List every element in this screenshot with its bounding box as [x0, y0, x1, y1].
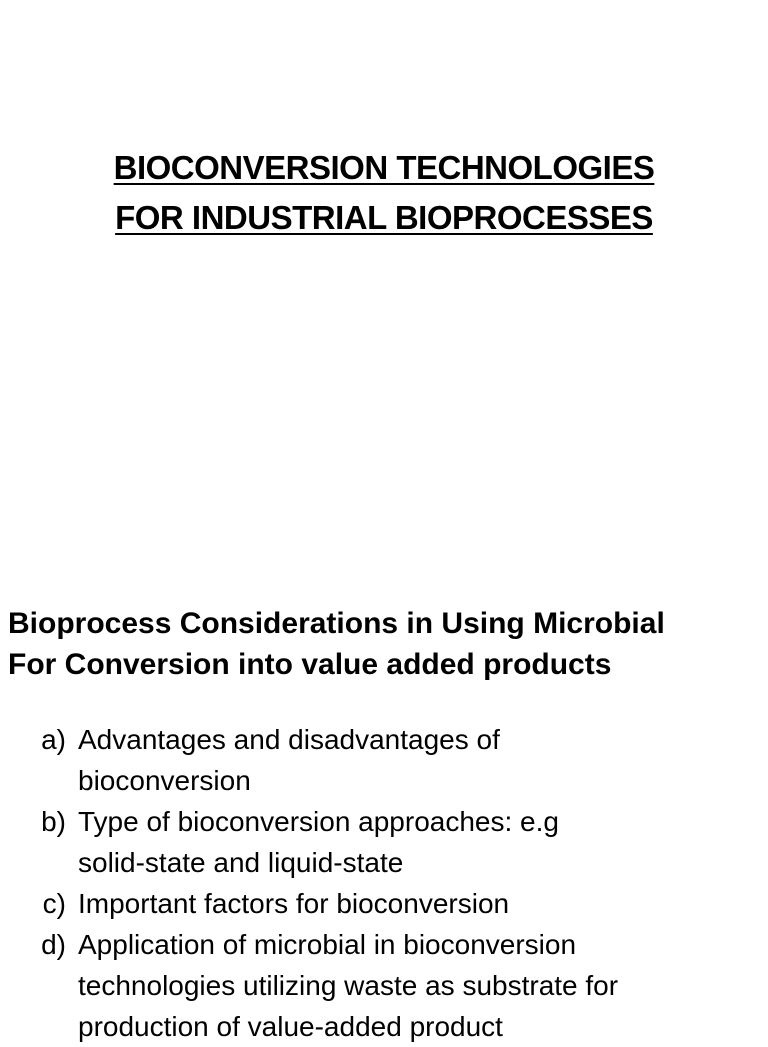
list-item-line: technologies utilizing waste as substrate for: [78, 970, 619, 1001]
topic-list: [0, 719, 768, 1047]
heading-line-1: Bioprocess Considerations in Using Microbial: [8, 607, 665, 640]
list-item-line: Important factors for bioconversion: [78, 888, 510, 919]
list-item-d: [0, 924, 768, 1047]
heading-line-2: For Conversion into value added products: [8, 648, 612, 681]
list-marker: b): [41, 806, 66, 837]
list-item-a: [0, 719, 768, 801]
slide-title: [0, 143, 768, 243]
title-line-1: BIOCONVERSION TECHNOLOGIES: [113, 149, 655, 186]
list-item-line: Application of microbial in bioconversion: [78, 929, 577, 960]
title-line-2: FOR INDUSTRIAL BIOPROCESSES: [115, 199, 653, 236]
list-item-line: Advantages and disadvantages of: [78, 724, 500, 755]
list-item-line: Type of bioconversion approaches: e.g: [78, 806, 559, 837]
list-marker: c): [42, 888, 66, 919]
list-item-line: solid-state and liquid-state: [78, 847, 404, 878]
list-item-b: [0, 801, 768, 883]
list-marker: d): [41, 929, 66, 960]
list-item-line: production of value-added product: [78, 1011, 503, 1042]
list-marker: a): [41, 724, 66, 755]
list-item-c: [0, 883, 768, 924]
section-heading: [8, 603, 768, 685]
list-item-line: bioconversion: [78, 765, 251, 796]
